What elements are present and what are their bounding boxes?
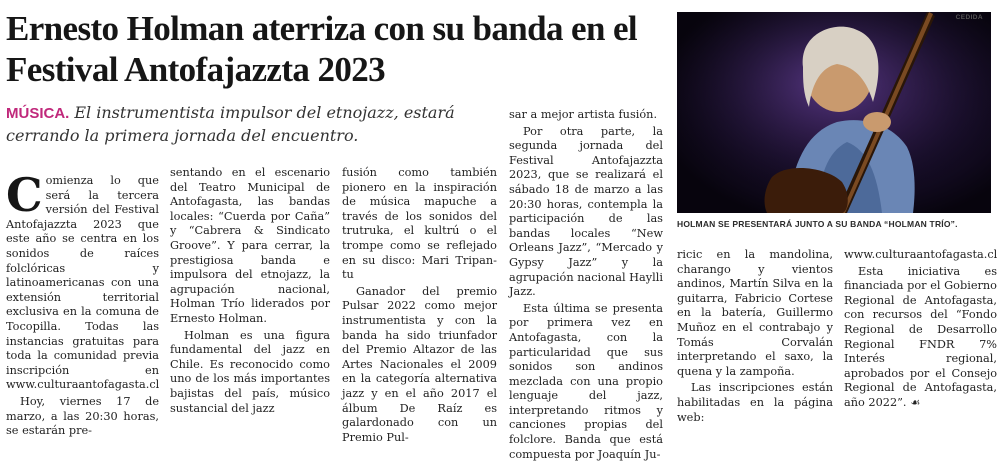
article-column-1 <box>6 168 160 439</box>
photo-credit: CEDIDA <box>955 14 983 21</box>
paragraph: Hoy, viernes 17 de marzo, a las 20:30 horas, se estarán pre- <box>6 394 159 438</box>
paragraph: Por otra parte, la segunda jornada del Festival Antofajazzta 2023, que se realizará el sábado 18 de marzo a las 20:30 horas, contempla la participación de las bandas locales “New Orleans Jazz”, “Mercado y Gypsy Jazz” y la agrupación nacional Haylli Jazz. <box>509 124 663 299</box>
paragraph: fusión como también pionero en la inspiración de música mapuche a través de los sonidos del trutruka, el kultrú o el trompe como se reflejado en su disco: Mari Tripan- tu <box>342 166 497 282</box>
musician-photo-illustration <box>677 12 991 213</box>
article-column-4 <box>509 108 663 462</box>
article-column-3 <box>342 166 497 445</box>
paragraph: Esta última se presenta por primera vez en Antofagasta, con la particularidad que sus sonidos son andinos mezclada con una propio lenguaje del jazz, interpretando ritmos y canciones propias del folclore. Banda que está compuesta por Joaquín Ju- <box>509 301 663 461</box>
article-column-6 <box>844 248 997 411</box>
end-mark-icon: ☙ <box>910 395 921 409</box>
section-label: MÚSICA. <box>6 105 70 122</box>
article-column-5 <box>677 248 833 425</box>
paragraph: Las inscripciones están habilitadas en la página web: <box>677 381 833 424</box>
paragraph: Ganador del premio Pulsar 2022 como mejor instrumentista y con la banda ha sido triunfador del Premio Altazor de las Artes Nacionales el 2009 en la categoría alternativa jazz y en el año 2017 el álbum De Raíz es galardonado con un Premio Pul- <box>342 284 497 444</box>
paragraph <box>844 265 997 411</box>
paragraph: ricic en la mandolina, charango y vientos andinos, Martín Silva en la guitarra, Fabricio Cortese en la batería, Guillermo Muñoz en el contrabajo y Tomás Corvalán interpretando el saxo, la quena y la zampoña. <box>677 248 833 378</box>
paragraph: sar a mejor artista fusión. <box>509 108 658 121</box>
paragraph-text: omienza lo que será la tercera versión del Festival Antofajazzta 2023 que este año se centra en los sonidos de raíces folclóricas y latinoamericanas con una extensión territorial exclusiva en la comuna de Tocopilla. Todas las instancias gratuitas para toda la comunidad previa inscripción en www.culturaantofagasta.cl <box>6 174 160 392</box>
paragraph: Holman es una figura fundamental del jazz en Chile. Es reconocido como uno de los más importantes bajistas del país, músico sustancial del jazz <box>170 328 330 415</box>
article-column-2 <box>170 166 330 416</box>
article-photo <box>677 12 991 213</box>
headline: Ernesto Holman aterriza con su banda en el Festival Antofajazzta 2023 <box>6 9 638 89</box>
paragraph: www.culturaantofagasta.cl <box>844 248 998 261</box>
photo-caption: HOLMAN SE PRESENTARÁ JUNTO A SU BANDA “HOLMAN TRÍO”. <box>677 219 958 229</box>
lead-paragraph <box>6 102 506 147</box>
drop-cap: C <box>6 168 43 222</box>
paragraph-text: Esta iniciativa es financiada por el Gobierno Regional de Antofagasta, con recursos del “Fondo Regional de Desarrollo Regional FNDR 7% Interés regional, aprobados por el Consejo Regional de Antofagasta, año 2022”. <box>844 264 997 409</box>
paragraph: sentando en el escenario del Teatro Municipal de Antofagasta, las bandas locales: “Cuerda por Caña” y “Cabrera & Sindicato Groove”. Y para cerrar, la prestigiosa banda e impulsora del etnojazz, la agrupación nacional, Holman Trío liderados por Ernesto Holman. <box>170 166 330 325</box>
lead-text: El instrumentista impulsor del etnojazz, estará cerrando la primera jornada del encuentro. <box>6 103 455 145</box>
paragraph <box>6 168 160 393</box>
